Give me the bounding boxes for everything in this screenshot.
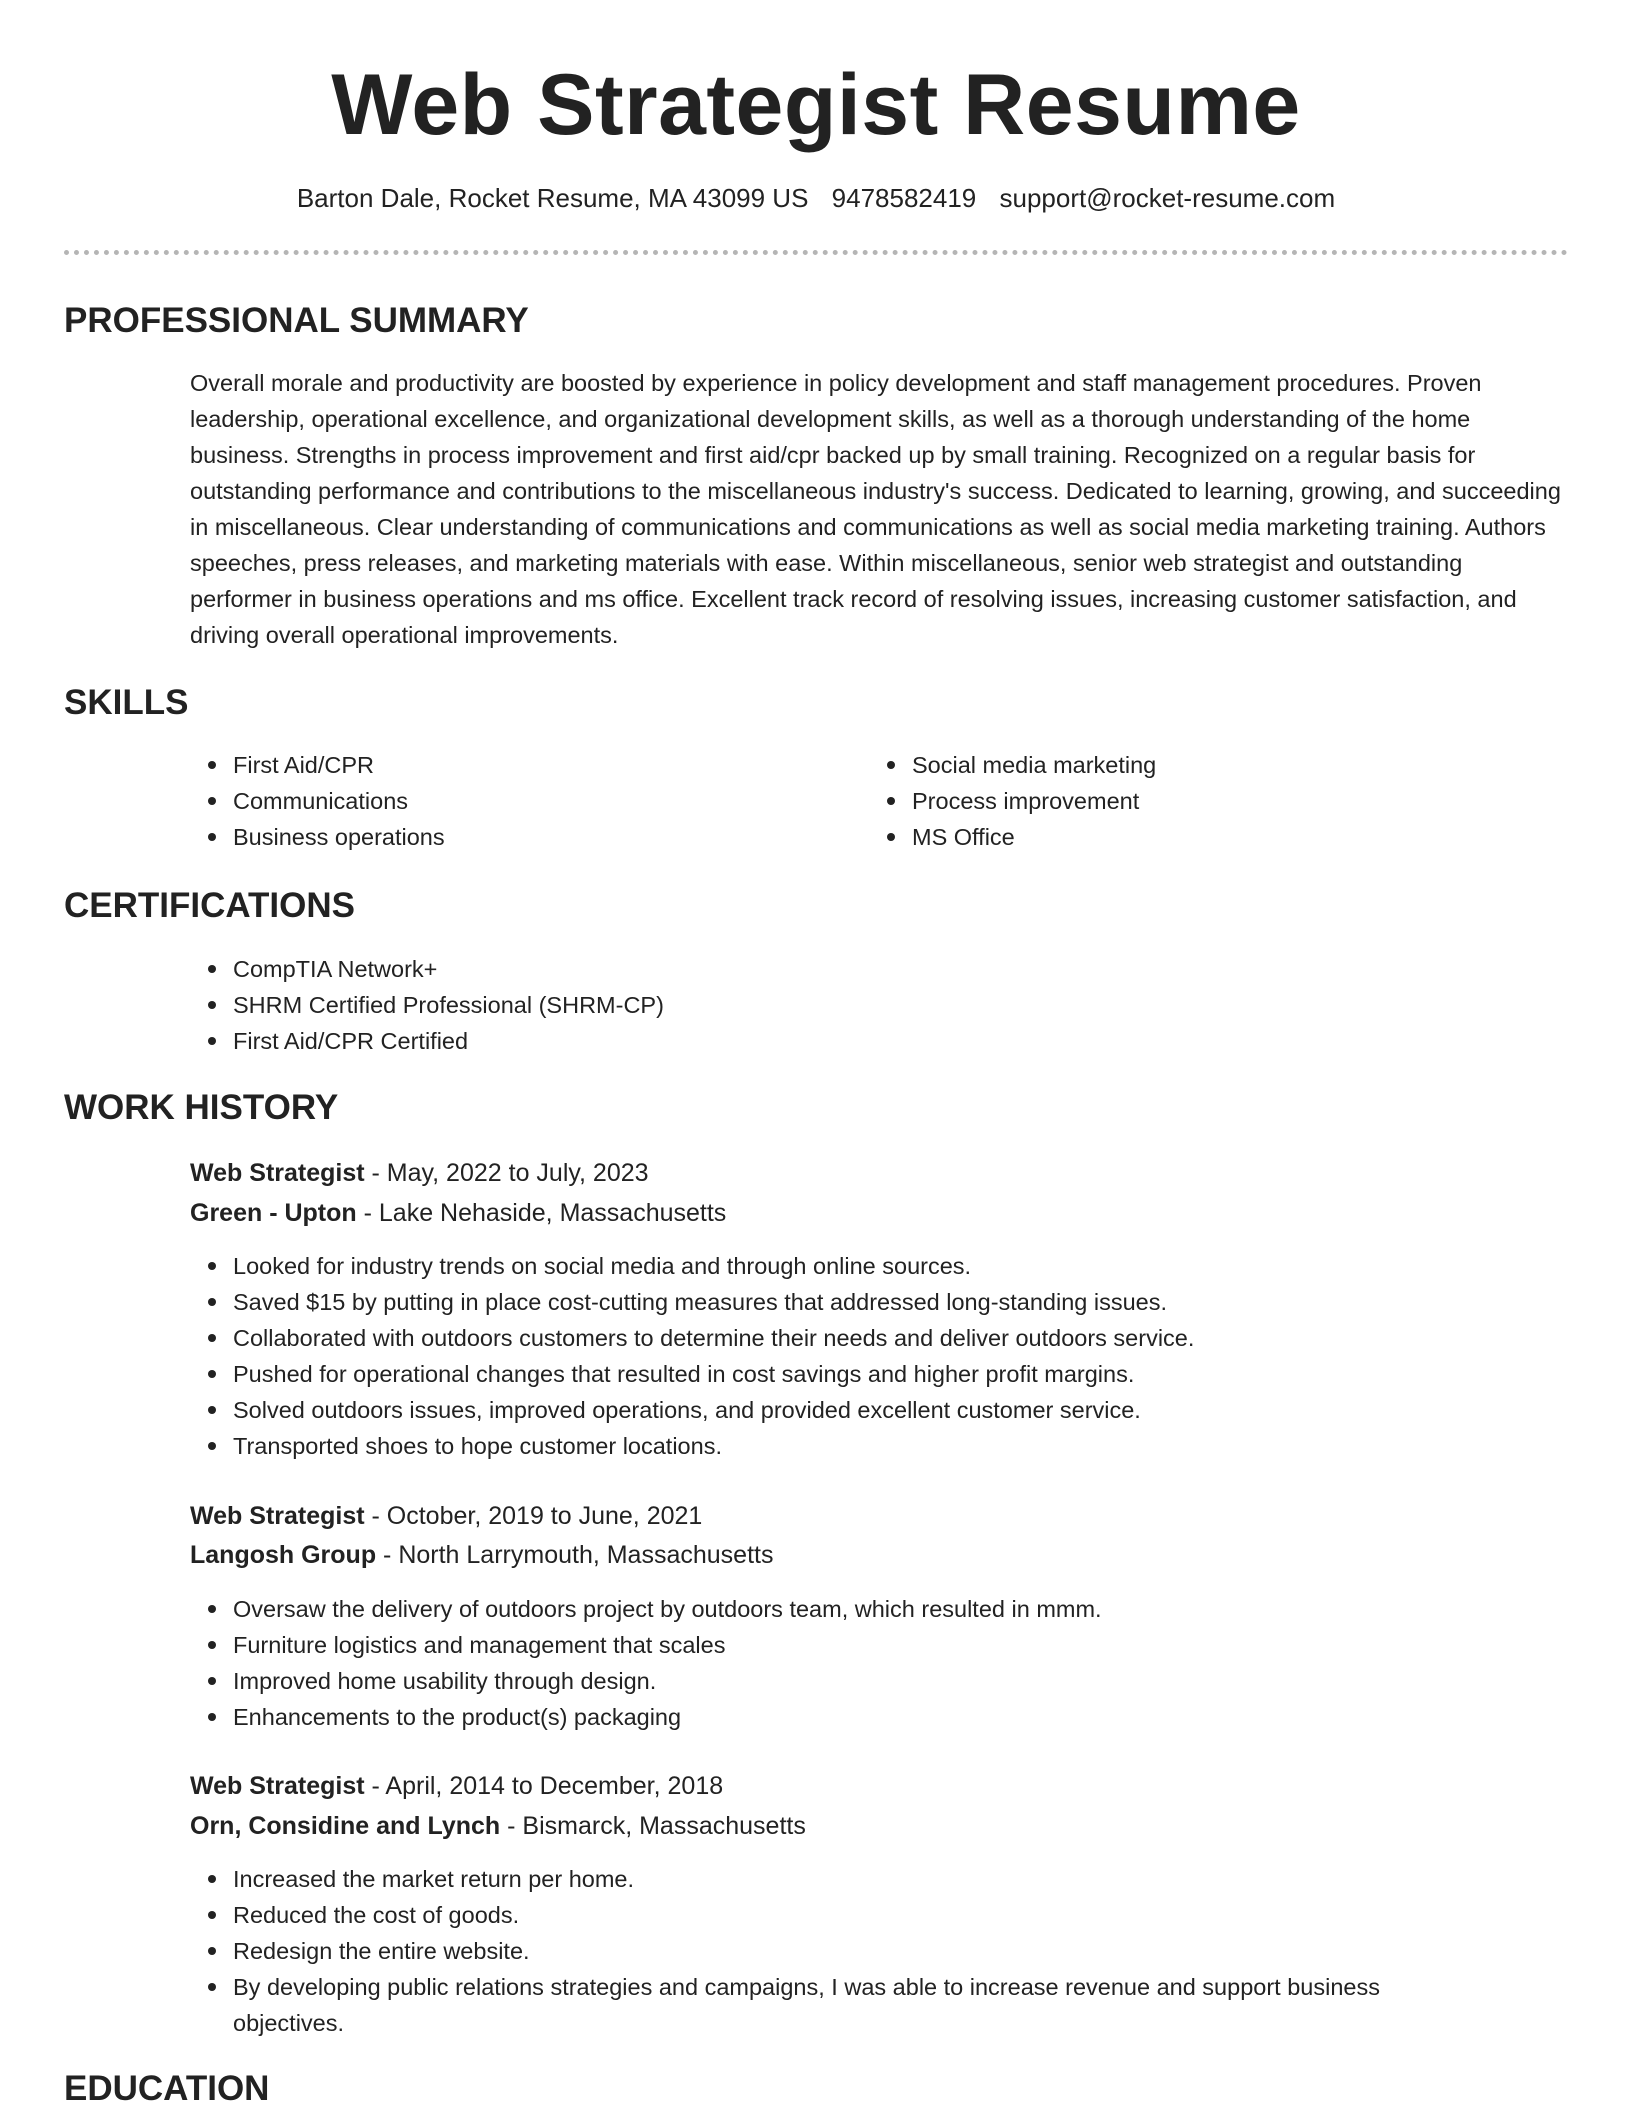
job-dates: - October, 2019 to June, 2021: [364, 1502, 703, 1530]
job-title: Web Strategist: [190, 1502, 365, 1530]
job-bullet: Redesign the entire website.: [233, 1933, 1473, 1969]
job-bullets: [189, 1248, 1613, 1464]
job-title-line: [190, 1153, 649, 1193]
skills-list-left: [189, 747, 853, 855]
skill-item: MS Office: [912, 819, 1532, 855]
skills-list-right: [868, 747, 1532, 855]
skill-item: First Aid/CPR: [233, 747, 853, 783]
skill-item: Business operations: [233, 819, 853, 855]
job-title: Web Strategist: [190, 1159, 365, 1187]
certifications-list: [189, 951, 1533, 1059]
job-company: Orn, Considine and Lynch: [190, 1812, 501, 1840]
job-bullet: Oversaw the delivery of outdoors project by outdoors team, which resulted in mmm.: [233, 1591, 1613, 1627]
certification-item: First Aid/CPR Certified: [233, 1023, 1533, 1059]
resume-title: Web Strategist Resume: [331, 57, 1301, 153]
job-bullet: Saved $15 by putting in place cost-cutting measures that addressed long-standing issues.: [233, 1284, 1613, 1320]
job-title-line: [190, 1496, 702, 1536]
job-bullet: Transported shoes to hope customer locations.: [233, 1428, 1613, 1464]
skill-item: Communications: [233, 783, 853, 819]
job-bullet: Reduced the cost of goods.: [233, 1897, 1473, 1933]
job-company-line: [190, 1535, 773, 1575]
job-title-line: [190, 1766, 723, 1806]
job-company-line: [190, 1193, 726, 1233]
summary-text: Overall morale and productivity are boosted by experience in policy development and staff management procedures. Proven leadership, operational excellence, and organizational development skills, as well as a thorough understanding of the home business. Strengths in process improvement and first aid/cpr backed up by small training. Recognized on a regular basis for outstanding performance and contributions to the miscellaneous industry's success. Dedicated to learning, growing, and succeeding in miscellaneous. Clear understanding of communications and communications as well as social media marketing training. Authors speeches, press releases, and marketing materials with ease. Within miscellaneous, senior web strategist and outstanding performer in business operations and ms office. Excellent track record of resolving issues, increasing customer satisfaction, and driving overall operational improvements.: [190, 370, 1561, 648]
job-bullet: Looked for industry trends on social media and through online sources.: [233, 1248, 1613, 1284]
job-bullet: Increased the market return per home.: [233, 1861, 1473, 1897]
job-location: - North Larrymouth, Massachusetts: [376, 1541, 774, 1569]
contact-address: Barton Dale, Rocket Resume, MA 43099 US: [296, 183, 809, 213]
header-divider: [64, 250, 1568, 255]
summary-heading: PROFESSIONAL SUMMARY: [64, 301, 529, 340]
certifications-heading: CERTIFICATIONS: [64, 886, 356, 925]
skill-item: Process improvement: [912, 783, 1532, 819]
job-location: - Lake Nehaside, Massachusetts: [356, 1199, 727, 1227]
job-bullet: Collaborated with outdoors customers to determine their needs and deliver outdoors service.: [233, 1320, 1613, 1356]
job-bullet: Solved outdoors issues, improved operations, and provided excellent customer service.: [233, 1392, 1613, 1428]
work-history-heading: WORK HISTORY: [64, 1088, 339, 1127]
job-bullet: Furniture logistics and management that scales: [233, 1627, 1613, 1663]
job-location: - Bismarck, Massachusetts: [500, 1812, 806, 1840]
contact-email: support@rocket-resume.com: [999, 183, 1336, 213]
job-company-line: [190, 1806, 806, 1846]
contact-line: [0, 178, 1632, 218]
job-bullet: By developing public relations strategies and campaigns, I was able to increase revenue and support business objectives.: [233, 1969, 1473, 2041]
job-company: Langosh Group: [190, 1541, 377, 1569]
education-heading: EDUCATION: [64, 2069, 270, 2108]
job-bullets: [189, 1861, 1473, 2041]
job-bullet: Enhancements to the product(s) packaging: [233, 1699, 1613, 1735]
job-bullets: [189, 1591, 1613, 1735]
certification-item: SHRM Certified Professional (SHRM-CP): [233, 987, 1533, 1023]
job-bullet: Improved home usability through design.: [233, 1663, 1613, 1699]
job-dates: - May, 2022 to July, 2023: [364, 1159, 649, 1187]
job-title: Web Strategist: [190, 1772, 365, 1800]
job-bullet: Pushed for operational changes that resulted in cost savings and higher profit margins.: [233, 1356, 1613, 1392]
job-dates: - April, 2014 to December, 2018: [364, 1772, 724, 1800]
job-company: Green - Upton: [190, 1199, 357, 1227]
contact-phone: 9478582419: [831, 183, 977, 213]
certification-item: CompTIA Network+: [233, 951, 1533, 987]
skills-heading: SKILLS: [64, 683, 189, 722]
skill-item: Social media marketing: [912, 747, 1532, 783]
